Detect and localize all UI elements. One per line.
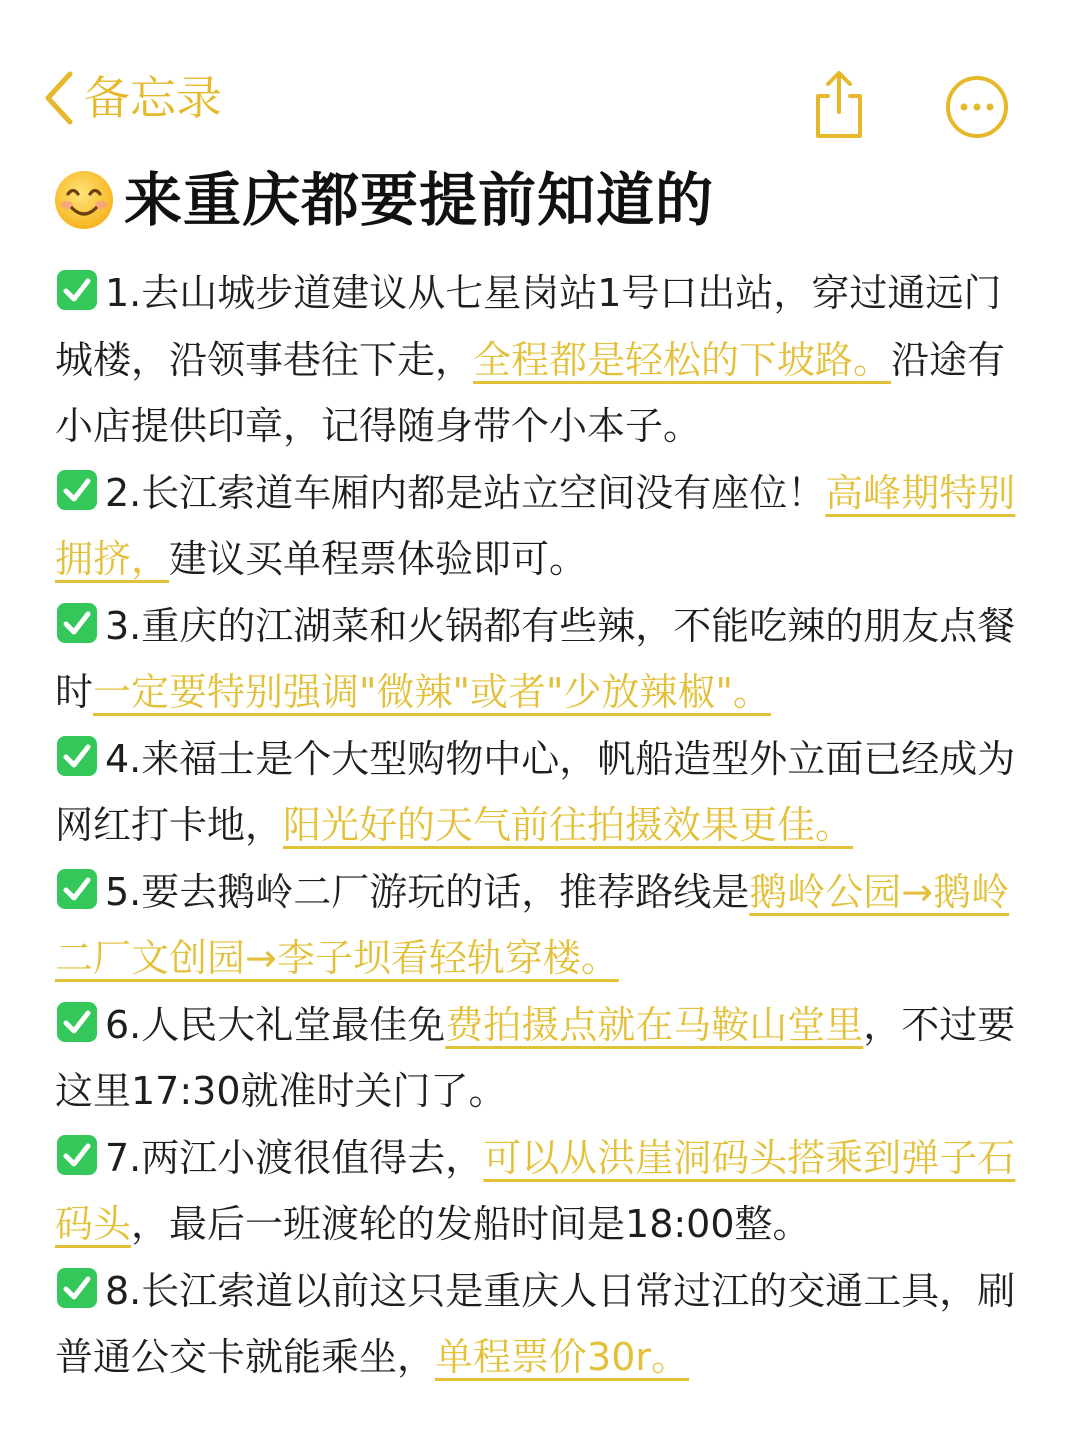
highlighted-text: 鹅岭公园→鹅岭二厂文创园→李子坝看轻轨穿楼。	[55, 869, 1010, 980]
highlighted-text: 可以从洪崖洞码头搭乘到弹子石码头	[55, 1135, 1016, 1246]
item-text: 沿途有小店提供印章，记得随身带个小本子。	[55, 337, 1006, 448]
back-button[interactable]	[40, 66, 222, 130]
highlighted-text: 单程票价30r。	[435, 1335, 689, 1379]
item-text: 8.长江索道以前这只是重庆人日常过江的交通工具，刷普通公交卡就能乘坐，	[55, 1268, 1016, 1379]
item-text: 6.人民大礼堂最佳免	[105, 1002, 446, 1047]
list-item	[55, 726, 1030, 859]
highlighted-text: 阳光好的天气前往拍摄效果更佳。	[283, 803, 854, 847]
note-title	[52, 158, 714, 242]
item-text: 7.两江小渡很值得去，	[105, 1135, 484, 1180]
checkmark-icon	[55, 599, 99, 643]
list-item	[55, 460, 1030, 593]
checkmark-icon	[55, 732, 99, 776]
checkmark-icon	[55, 865, 99, 909]
item-text: 2.长江索道车厢内都是站立空间没有座位！	[105, 470, 826, 515]
highlighted-text: 费拍摄点就在马鞍山堂里	[445, 1002, 864, 1047]
list-item	[55, 1258, 1030, 1391]
item-text: 1.去山城步道建议从七星岗站1号口出站，穿过通远门城楼，沿领事巷往下走，	[55, 271, 1002, 382]
back-label: 备忘录	[84, 71, 222, 125]
checkmark-icon	[55, 466, 99, 510]
chevron-left-icon	[40, 68, 76, 128]
title-text: 来重庆都要提前知道的	[124, 166, 715, 234]
highlighted-text: 全程都是轻松的下坡路。	[473, 337, 892, 382]
navigation-bar	[0, 0, 1080, 150]
smiling-face-icon	[52, 168, 116, 232]
more-button[interactable]	[944, 74, 1010, 140]
list-item	[55, 1125, 1030, 1258]
highlighted-text: 一定要特别强调"微辣"或者"少放辣椒"。	[93, 670, 771, 714]
item-text: 3.重庆的江湖菜和火锅都有些辣，不能吃辣的朋友点餐时	[55, 603, 1016, 714]
note-body[interactable]	[55, 260, 1030, 1391]
checkmark-icon	[55, 266, 99, 310]
item-text: 建议买单程票体验即可。	[169, 537, 588, 581]
list-item	[55, 992, 1030, 1125]
list-item	[55, 859, 1030, 992]
checkmark-icon	[55, 998, 99, 1042]
item-text: ，最后一班渡轮的发船时间是18:00整。	[131, 1202, 811, 1246]
checkmark-icon	[55, 1264, 99, 1308]
item-text: 5.要去鹅岭二厂游玩的话，推荐路线是	[105, 869, 750, 914]
share-icon	[806, 127, 872, 146]
item-text: 4.来福士是个大型购物中心，帆船造型外立面已经成为网红打卡地，	[55, 736, 1016, 847]
checkmark-icon	[55, 1131, 99, 1175]
more-icon	[944, 125, 1010, 144]
highlighted-text: 高峰期特别拥挤，	[55, 470, 1016, 581]
list-item	[55, 260, 1030, 460]
item-text: ，不过要这里17:30就准时关门了。	[55, 1002, 1016, 1113]
list-item	[55, 593, 1030, 726]
share-button[interactable]	[806, 70, 872, 142]
